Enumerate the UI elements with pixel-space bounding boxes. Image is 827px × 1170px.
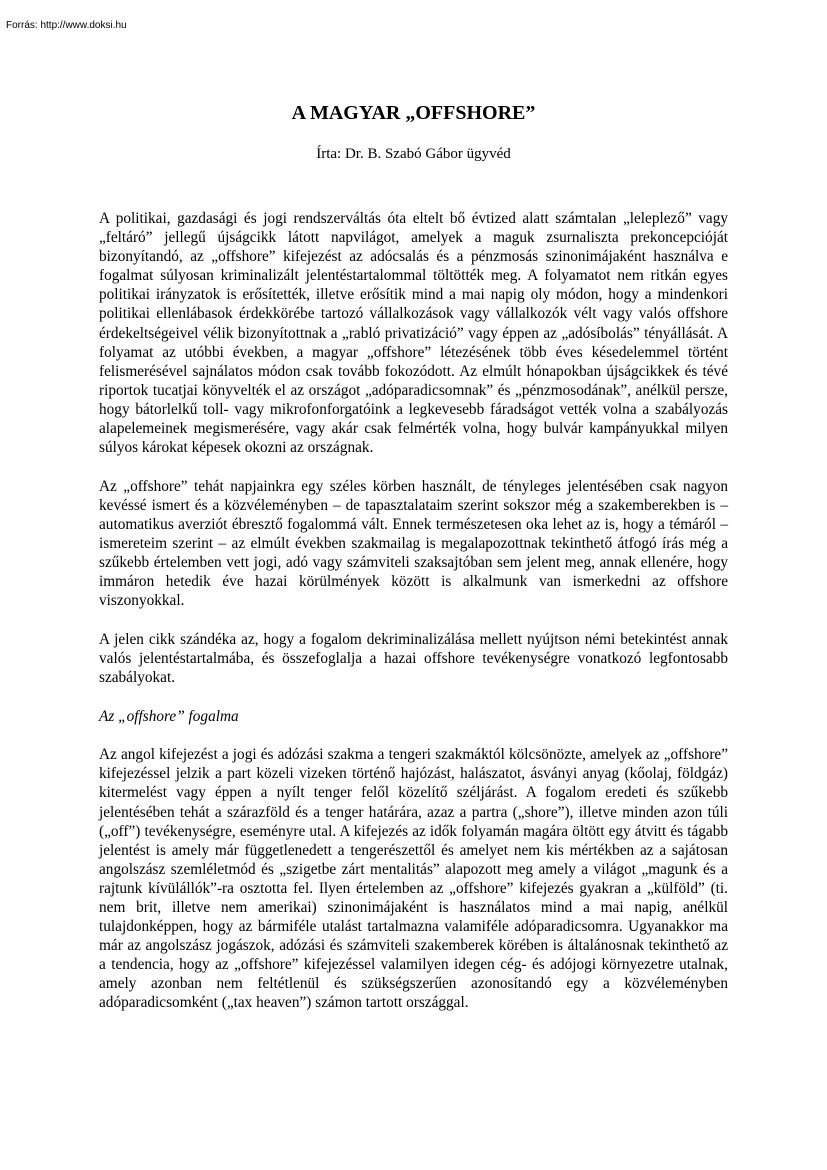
page-title: A MAGYAR „OFFSHORE” — [291, 102, 536, 124]
paragraph-2: Az „offshore” tehát napjainkra egy széles körben használt, de tényleges jelentésében csak nagyon kevéssé ismert és a közvéleményben – de tapasztalataim szerint sokszor még a szakemberekben is – automatikus averziót ébresztő fogalommá vált. Ennek természetesen oka lehet az is, hogy a témáról – ismereteim szerint – az elmúlt években szakmailag is megalapozottnak tekinthető átfogó írás még a szűkebb értelemben vett jogi, adó vagy számviteli szaksajtóban sem jelent meg, annak ellenére, hogy immáron hetedik éve hazai körülmények között is alkalmunk van ismerkedni az offshore viszonyokkal. — [99, 477, 728, 610]
article-body — [99, 209, 728, 1013]
paragraph-3: A jelen cikk szándéka az, hogy a fogalom dekriminalizálása mellett nyújtson némi betekintést annak valós jelentéstartalmába, és összefoglalja a hazai offshore tevékenységre vonatkozó legfontosabb szabályokat. — [99, 630, 728, 687]
source-note: Forrás: http://www.doksi.hu — [6, 20, 127, 31]
paragraph-1: A politikai, gazdasági és jogi rendszerváltás óta eltelt bő évtized alatt számtalan „leleplező” vagy „feltáró” jellegű újságcikk látott napvilágot, amelyek a maguk zsurnaliszta prekoncepcióját bizonyítandó, az „offshore” kifejezést az adócsalás és a pénzmosás szinonimájaként használva e fogalmat súlyosan kriminalizált jelentéstartalommal töltötték meg. A folyamatot nem ritkán egyes politikai irányzatok is erősítették, illetve erősítik mind a mai napig oly módon, hogy a mindenkori politikai ellenlábasok érdekkörébe tartozó vállalkozások vagy vállalkozók vélt vagy valós offshore érdekeltségeivel vélik bizonyítottnak a „rabló privatizáció” vagy éppen az „adósíbolás” tényállását. A folyamat az utóbbi években, a magyar „offshore” létezésének több éves késedelemmel történt felismerésével sajnálatos módon csak tovább fokozódott. Az elmúlt hónapokban újságcikkek és tévé riportok tucatjai könyvelték el az országot „adóparadicsomnak” és „pénzmosodának”, anélkül persze, hogy bátorlelkű toll- vagy mikrofonforgatóink a legkevesebb fáradságot vették volna a szabályozás alapelemeinek megismerésére, vagy akár csak felmérték volna, hogy bulvár kampányukkal milyen súlyos károkat képesek okozni az országnak. — [99, 210, 728, 457]
section-paragraph: Az angol kifejezést a jogi és adózási szakma a tengeri szakmáktól kölcsönözte, amelyek az „offshore” kifejezéssel jelzik a part közeli vizeken történő hajózást, halászatot, ásványi anyag (kőolaj, földgáz) kitermelést vagy éppen a nyílt tenger felől közelítő széljárást. A fogalom eredeti és szűkebb jelentésében tehát a szárazföld és a tenger határára, azaz a partra („shore”), illetve minden azon túli („off”) tevékenységre, eseményre utal. A kifejezés az idők folyamán magára öltött egy átvitt és tágabb jelentést is amely már függetlenedett a tengerészettől és amelyet nem kis mértékben az a sajátosan angolszász szemléletmód és „szigetbe zárt mentalitás” alapozott meg amely a világot „magunk és a rajtunk kívülállók”-ra osztotta fel. Ilyen értelemben az „offshore” kifejezés gyakran a „külföld” (ti. nem brit, illetve nem amerikai) szinonimájaként is használatos mind a mai napig, anélkül tulajdonképpen, hogy az bármiféle utalást tartalmazna valamiféle adóparadicsomra. Ugyanakkor ma már az angolszász jogászok, adózási és számviteli szakemberek körében is általánosnak tekinthető az a tendencia, hogy az „offshore” kifejezéssel valamilyen idegen cég- és adójogi környezetre utalnak, amely azonban nem feltétlenül és szükségszerűen azonosítandó egy a közvéleményben adóparadicsomként („tax heaven”) számon tartott országgal. — [99, 746, 728, 1012]
author-line: Írta: Dr. B. Szabó Gábor ügyvéd — [316, 146, 511, 162]
section-heading: Az „offshore” fogalma — [99, 707, 239, 725]
